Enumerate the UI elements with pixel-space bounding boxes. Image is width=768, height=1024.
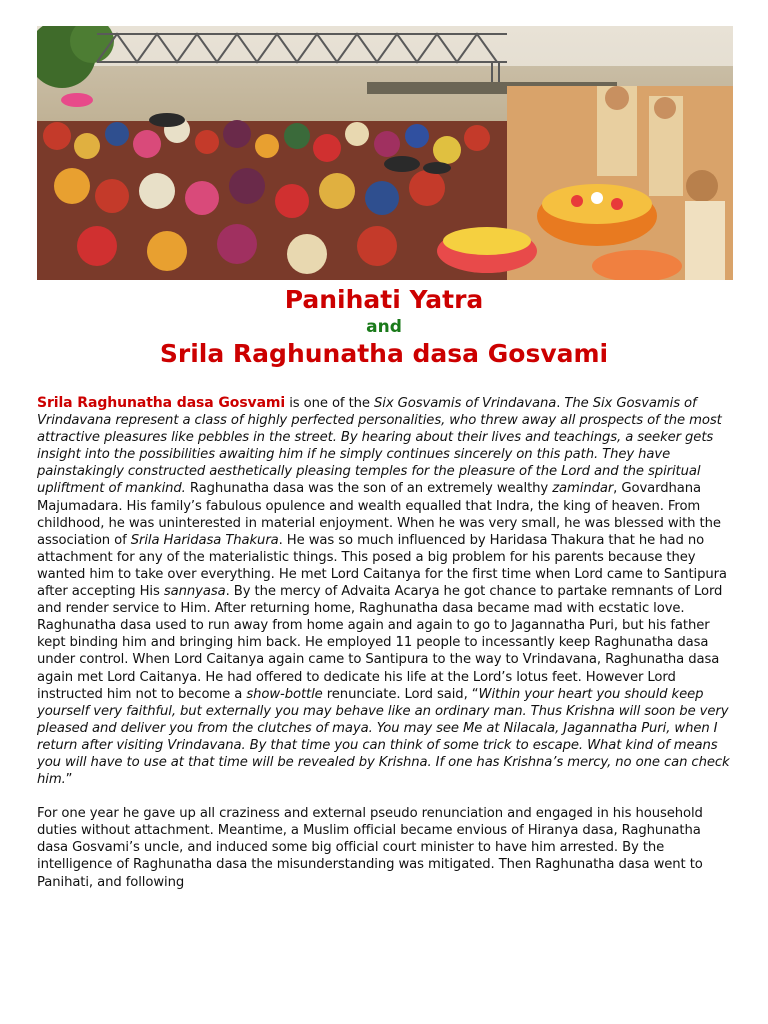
header-banner-image bbox=[37, 26, 733, 280]
text-span: renunciate. Lord said, “ bbox=[322, 686, 479, 702]
text-span: , Govardhana Majumadara. His family’s fabulous opulence and wealth equalled that Indra, the king of heaven. From childhood, he was uninterested in material enjoyment. When he was very small, he was blessed with the association of bbox=[37, 481, 721, 548]
article-body bbox=[37, 395, 733, 891]
page-title: Panihati Yatra bbox=[284, 285, 484, 314]
quote-italic: Within your heart you should keep yourself very faithful, but externally you may behave like an ordinary man. Thus Krishna will soon be very pleased and deliver you from the clutches of maya. You may see Me at Nilacala, Jagannatha Puri, when I return after visiting Vrindavana. By that time you can think of some trick to escape. What kind of means you will have to use at that time will be revealed by Krishna. If one has Krishna’s mercy, no one can check him. bbox=[37, 686, 730, 788]
text-span: . bbox=[556, 396, 565, 411]
text-span: . By the mercy of Advaita Acarya he got chance to partake remnants of Lord and render service to Him. After returning home, Raghunatha dasa became mad with ecstatic love. Raghunatha dasa used to run away from home again and again to go to Jagannatha Puri, but his father kept binding him and bringing him back. He employed 11 people to incessantly keep Raghunatha dasa under control. When Lord Caitanya again came to Santipura to the way to Vrindavana, Raghunatha dasa again met Lord Caitanya. He had offered to dedicate his life at the Lord’s lotus feet. However Lord instructed him not to become a bbox=[37, 584, 723, 702]
italic-span: sannyasa bbox=[163, 584, 226, 600]
text-span: is one of the bbox=[285, 396, 374, 411]
italic-span: show-bottle bbox=[246, 686, 323, 702]
text-span: ” bbox=[65, 772, 73, 788]
paragraph-1 bbox=[37, 395, 733, 788]
page-subtitle: Srila Raghunatha dasa Gosvami bbox=[159, 339, 609, 368]
text-span: Raghunatha dasa was the son of an extremely wealthy bbox=[185, 481, 553, 497]
italic-span: Srila Haridasa Thakura bbox=[130, 532, 279, 548]
text-span: . He was so much influenced by Haridasa Thakura that he had no attachment for any of the materialistic things. This posed a big problem for his parents because they wanted him to take over everything. He met Lord Caitanya for the first time when Lord came to Santipura after accepting His bbox=[37, 532, 727, 600]
italic-span: zamindar bbox=[552, 481, 614, 497]
italic-span: Six Gosvamis of Vrindavana bbox=[374, 396, 557, 411]
italic-span: The Six Gosvamis of Vrindavana represent a class of highly perfected personalities, who threw away all prospects of the most attractive pleasures like pebbles in the street. By hearing about their lives and teachings, a seeker gets insight into the possibilities awaiting him if he simply continues sincerely on this path. They have painstakingly constructed aesthetically pleasing temples for the pleasure of the Lord and the spiritual upliftment of mankind. bbox=[37, 396, 722, 497]
paragraph-2: For one year he gave up all craziness and external pseudo renunciation and engaged in his household duties without attachment. Meantime, a Muslim official became envious of Hiranya dasa, Raghunatha dasa Gosvami’s uncle, and induced some big official court minister to have him arrested. By the intelligence of Raghunatha dasa the misunderstanding was mitigated. Then Raghunatha dasa went to Panihati, and following bbox=[37, 806, 703, 890]
festival-photo-icon bbox=[37, 26, 733, 280]
title-conjunction: and bbox=[366, 317, 402, 337]
lead-name: Srila Raghunatha dasa Gosvami bbox=[37, 395, 286, 411]
title-block bbox=[0, 284, 768, 370]
